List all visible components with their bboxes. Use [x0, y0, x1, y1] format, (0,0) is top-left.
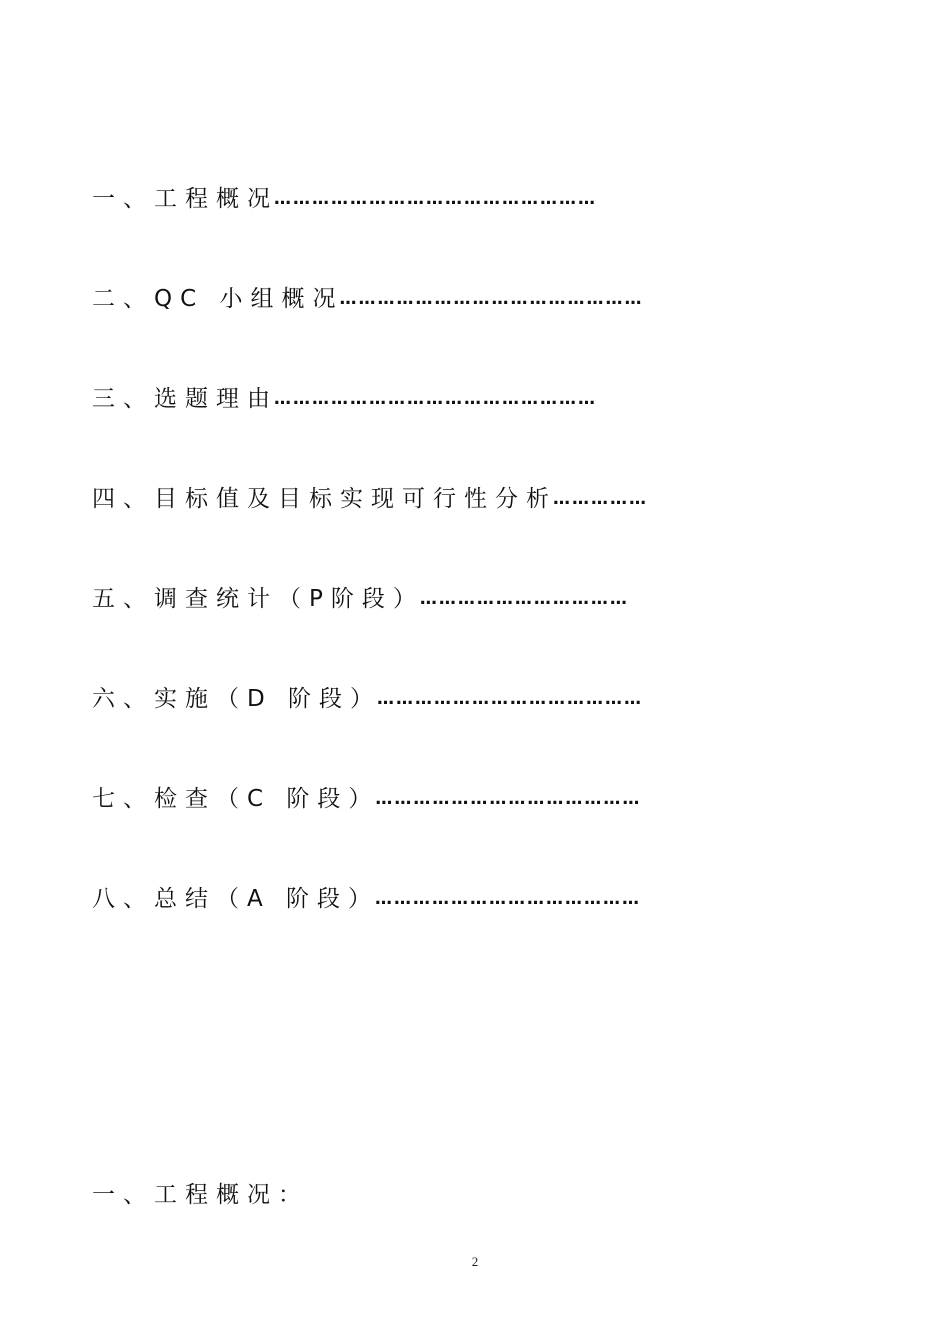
toc-entry-1[interactable]	[92, 178, 732, 278]
toc-entry-title: 四、目标值及目标实现可行性分析	[92, 486, 557, 512]
toc-entry-6[interactable]	[92, 678, 732, 778]
toc-entry-2[interactable]	[92, 278, 732, 378]
toc-dot-leader: ……………………………………	[377, 689, 644, 709]
toc-entry-title: 三、选题理由	[92, 386, 278, 412]
toc-entry-8[interactable]	[92, 878, 732, 978]
toc-entry-7[interactable]	[92, 778, 732, 878]
toc-entry-title: 一、工程概况	[92, 186, 278, 212]
toc-dot-leader: ……………………………………	[375, 789, 642, 809]
page-number: 2	[471, 1254, 479, 1269]
toc-entry-title: 七、检查（C 阶段）	[92, 786, 380, 812]
toc-dot-leader: ……………………………	[419, 589, 629, 609]
toc-dot-leader: ……………………………………………	[274, 189, 597, 209]
toc-entry-title: 五、调查统计（P阶段）	[92, 586, 424, 612]
toc-dot-leader: ……………………………………………	[274, 389, 597, 409]
toc-dot-leader: ……………………………………	[375, 889, 642, 909]
table-of-contents	[92, 178, 732, 978]
toc-entry-3[interactable]	[92, 378, 732, 478]
toc-entry-title: 六、实施（D 阶段）	[92, 686, 382, 712]
toc-dot-leader: …………………………………………	[339, 289, 644, 309]
toc-entry-title: 八、总结（A 阶段）	[92, 886, 380, 912]
section-heading: 一、工程概况：	[92, 1182, 309, 1208]
toc-dot-leader: ……………	[553, 489, 648, 509]
toc-entry-4[interactable]	[92, 478, 732, 578]
toc-entry-title: 二、QC 小组概况	[92, 286, 344, 312]
toc-entry-5[interactable]	[92, 578, 732, 678]
